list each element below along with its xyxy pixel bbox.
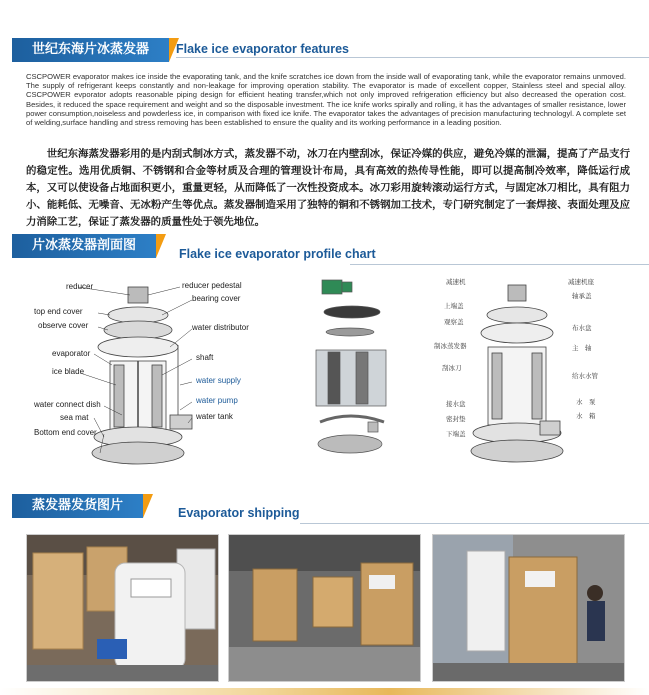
features-text-en: CSCPOWER evaporator makes ice inside the evaporating tank, and the knife scratches ice down from the inside wall of evaporating tank, while the evaporator remains unmoved. The supply of refrigerant keeps constantly and non-leakage for improving operation stability. The evaporator is made of excellent copper, Stainless steel and special alloy. CSCPOWER evporator adopts reasonable piping design for efficient heating transfer,which not only improved refrigeration efficiency but also decreased the operation cost. Besides, it reduced the space requirement and weight and so the disposable investment. The ice knife works spirally and rolling, it has the advantages of smaller resistance, lower power consumption,noiseless and powderless ice, in comparison with fixed ice knife. The evaporator takes the advantages of precision manufacturing technologyl. A complete set of welding,surface handling and stress removing has been established to ensure the quality and its working performance in a leading position. — [26, 72, 626, 128]
label-water-tank: water tank — [196, 412, 233, 421]
label-ice-blade: ice blade — [52, 367, 85, 376]
label-water-distributor: water distributor — [192, 323, 249, 332]
label-observe-cover: observe cover — [38, 321, 89, 330]
label-reducer-pedestal: reducer pedestal — [182, 281, 242, 290]
cn-label-distributor: 布水盘 — [572, 324, 592, 332]
profile-diagram-chinese — [428, 275, 628, 475]
cn-label-reducer: 减速机 — [446, 278, 466, 286]
cn-label-bottom-cover: 下端盖 — [446, 430, 466, 438]
shipping-en-title: Evaporator shipping — [178, 506, 300, 520]
label-water-connect-dish: water connect dish — [34, 400, 101, 409]
features-text-cn: 世纪东海蒸发器彩用的是内刮式制冰方式，蒸发器不动，冰刀在内壁刮冰，保证冷媒的供应，避免冷媒的泄漏，提高了产品支行的稳定性。选用优质铜、不锈钢和合金等材质及合理的管理设计布局，具有高效的热传导性能，即可以提高制冷效率，降低运行成本，又可以使设备占地面积更小，重量更轻，从而降低了一次性投资成本。冰刀彩用旋转滚动运行方式，与固定冰刀相比，具有阻力小、能耗低、无噪音、无冰粉产生等优点。蒸发器制造采用了独特的铜和不锈钢加工技术，专门研究制定了一套焊接、表面处理及应力消除工艺，保证了蒸发器的质量性处于领先地位。 — [26, 148, 630, 228]
decorative-strip — [0, 688, 649, 695]
profile-cn-title: 片冰蒸发器剖面图 — [12, 234, 156, 258]
cn-label-pump: 水 泵 — [576, 398, 596, 406]
cn-label-shaft: 主 轴 — [572, 344, 592, 352]
cn-label-bearing-cover: 轴承盖 — [572, 292, 592, 300]
shipping-section-header — [0, 494, 649, 518]
divider — [176, 57, 649, 58]
label-water-supply: water supply — [196, 376, 241, 385]
cn-label-top-cover: 上端盖 — [444, 302, 464, 310]
cn-label-ice-blade: 刮冰刀 — [442, 364, 462, 372]
divider — [350, 264, 649, 265]
features-en-title: Flake ice evaporator features — [176, 42, 349, 56]
label-reducer: reducer — [66, 282, 94, 291]
cn-label-observe-cover: 观察盖 — [444, 318, 464, 326]
features-cn-title: 世纪东海片冰蒸发器 — [12, 38, 169, 62]
shipping-photo-1 — [26, 534, 219, 682]
cn-label-water-dish: 接水盘 — [446, 400, 466, 408]
features-section-header — [0, 38, 649, 62]
profile-section-header — [0, 234, 649, 261]
label-evaporator: evaporator — [52, 349, 91, 358]
cn-label-seal: 密封垫 — [446, 415, 466, 423]
profile-en-title: Flake ice evaporator profile chart — [179, 247, 376, 261]
label-bearing-cover: bearing cover — [192, 294, 241, 303]
divider — [300, 523, 649, 524]
shipping-cn-title: 蒸发器发货图片 — [12, 494, 143, 518]
label-sea-mat: sea mat — [60, 413, 89, 422]
label-water-pump: water pump — [196, 396, 238, 405]
cn-label-reducer-seat: 减速机座 — [568, 278, 594, 286]
cn-label-water-pipe: 给水水管 — [572, 372, 598, 380]
shipping-photo-3 — [432, 534, 625, 682]
label-shaft: shaft — [196, 353, 214, 362]
exploded-view-drawing — [292, 272, 404, 472]
cn-label-evaporator: 制冰蒸发器 — [434, 342, 467, 350]
shipping-photo-2 — [228, 534, 421, 682]
cn-label-tank: 水 箱 — [576, 412, 596, 420]
label-bottom-end-cover: Bottom end cover — [34, 428, 97, 437]
profile-diagram-english — [30, 275, 270, 475]
label-top-end-cover: top end cover — [34, 307, 83, 316]
